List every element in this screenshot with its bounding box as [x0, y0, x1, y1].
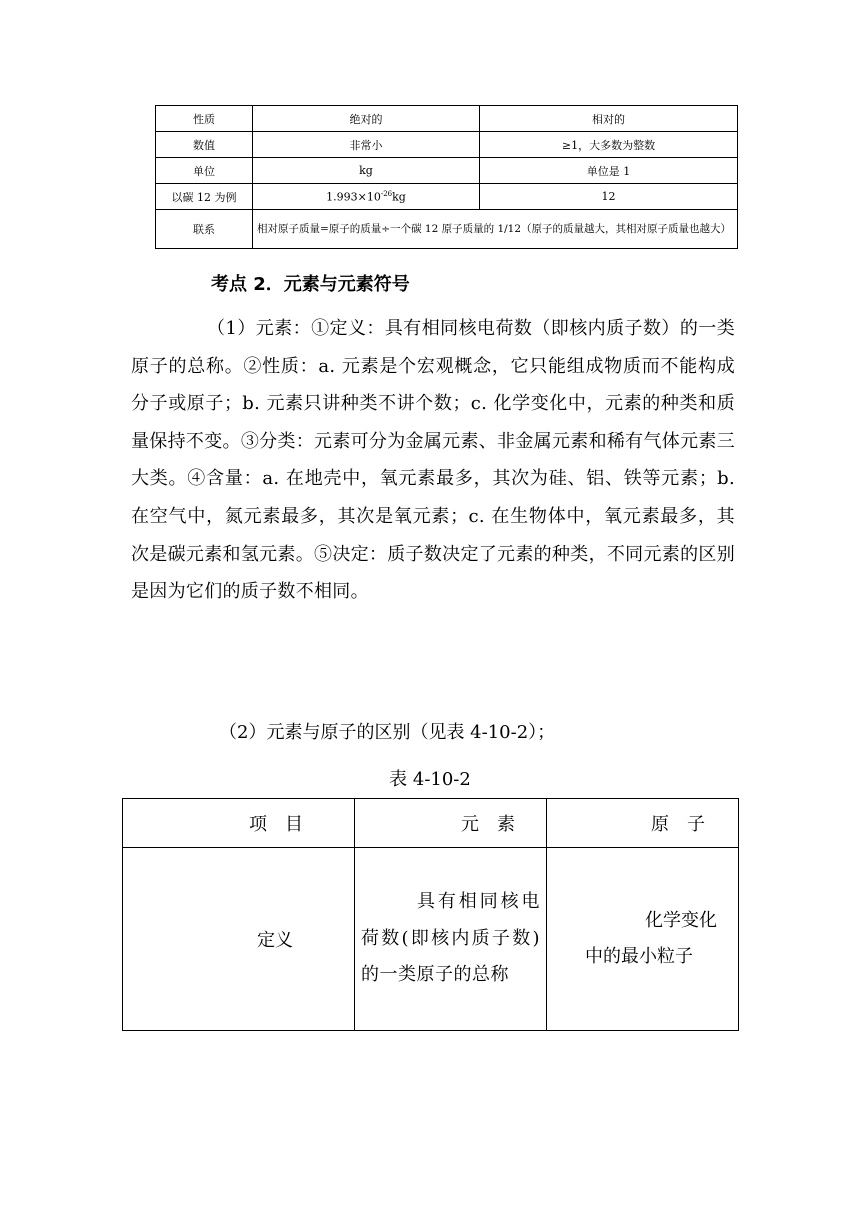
relative-cell: 12	[480, 184, 738, 210]
header-item: 项 目	[123, 799, 355, 848]
element-atom-table	[122, 798, 739, 1031]
row-label: 以碳 12 为例	[156, 184, 253, 210]
absolute-cell: 非常小	[253, 132, 480, 158]
atom-definition: 化学变化中的最小粒子	[547, 848, 739, 1031]
element-definition: 具有相同核电荷数(即核内质子数)的一类原子的总称	[355, 848, 547, 1031]
absolute-cell: 绝对的	[253, 106, 480, 132]
table-row	[156, 132, 738, 158]
absolute-cell	[253, 184, 480, 210]
relative-cell: 相对的	[480, 106, 738, 132]
row-label: 性质	[156, 106, 253, 132]
relation-cell: 相对原子质量=原子的质量÷一个碳 12 原子质量的 1/12（原子的质量越大，其相对原子质量也越大）	[253, 210, 738, 249]
table-header-row	[123, 799, 739, 848]
mass-exponent: -26	[380, 189, 393, 198]
header-atom: 原 子	[547, 799, 739, 848]
header-element: 元 素	[355, 799, 547, 848]
row-label: 联系	[156, 210, 253, 249]
difference-paragraph: （2）元素与原子的区别（见表 4-10-2）；	[219, 722, 556, 743]
table-row	[123, 848, 739, 1031]
table-row	[156, 158, 738, 184]
definition-label: 定义	[123, 848, 355, 1031]
table-row	[156, 184, 738, 210]
mass-unit: kg	[392, 190, 406, 204]
relative-cell: ≥1，大多数为整数	[480, 132, 738, 158]
table-row	[156, 210, 738, 249]
table-caption: 表 4-10-2	[389, 769, 471, 790]
table-row	[156, 106, 738, 132]
row-label: 数值	[156, 132, 253, 158]
relative-cell: 单位是 1	[480, 158, 738, 184]
comparison-table	[155, 105, 738, 249]
section-heading: 考点 2．元素与元素符号	[211, 274, 410, 295]
mass-value: 1.993×10	[326, 190, 381, 204]
absolute-cell: kg	[253, 158, 480, 184]
row-label: 单位	[156, 158, 253, 184]
element-paragraph: （1）元素：①定义：具有相同核电荷数（即核内质子数）的一类原子的总称。②性质：a. 元素是个宏观概念，它只能组成物质而不能构成分子或原子；b. 元素只讲种类不讲个数；c. 化学变化中，元素的种类和质量保持不变。③分类：元素可分为金属元素、非金属元素和稀有气体元素三大类。④含量：a. 在地壳中，氧元素最多，其次为硅、铝、铁等元素；b. 在空气中，氮元素最多，其次是氧元素；c. 在生物体中，氧元素最多，其次是碳元素和氢元素。⑤决定：质子数决定了元素的种类，不同元素的区别是因为它们的质子数不相同。	[131, 318, 735, 603]
